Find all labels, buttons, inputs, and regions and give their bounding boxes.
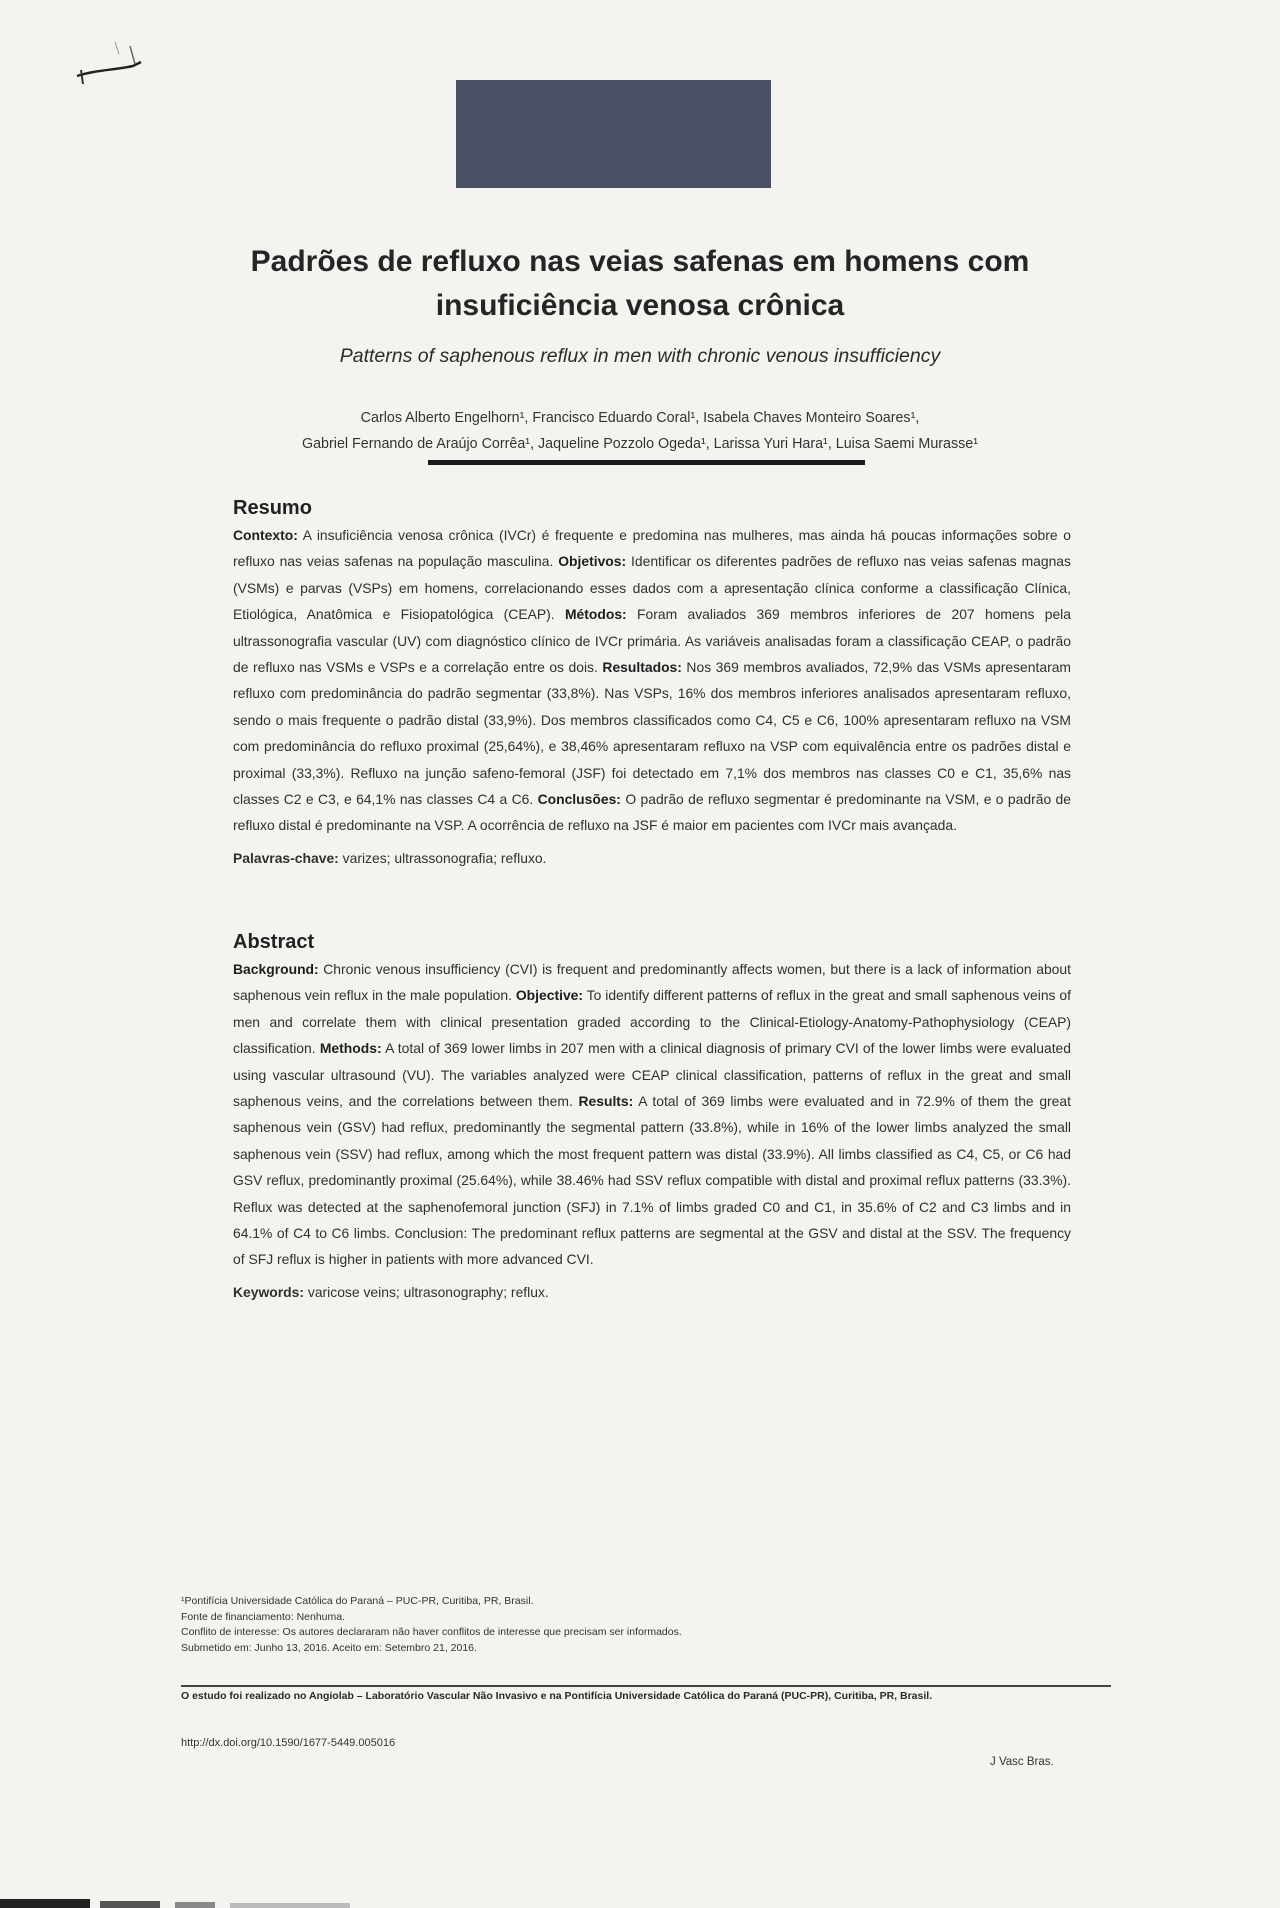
objective-text: To identify different patterns of reflux in the great and small saphenous veins of men and correlate them with clinical presentation graded according to the Clinical-Etiology-Anatomy-Pathophysiology (CEAP) classification. (233, 987, 1071, 1057)
journal-logo-block (456, 80, 771, 188)
objetivos-text: Identificar os diferentes padrões de refluxo nas veias safenas magnas (VSMs) e parvas (VSPs) em homens, correlacionando esses dados com a apresentação clínica conforme a classificação Clínica, Etiológica, Anatômica e Fisiopatológica (CEAP). (233, 553, 1071, 623)
results-label: Results: (578, 1093, 634, 1110)
resumo-body (233, 522, 1071, 839)
contexto-label: Contexto: (233, 527, 298, 543)
contexto-text: A insuficiência venosa crônica (IVCr) é frequente e predomina nas mulheres, mas ainda há poucas informações sobre o refluxo nas veias safenas na população masculina. (233, 527, 1071, 570)
background-label: Background: (233, 961, 319, 977)
study-location-note: O estudo foi realizado no Angiolab – Laboratório Vascular Não Invasivo e na Pontifícia Universidade Católica do Paraná (PUC-PR), Curitiba, PR, Brasil. (181, 1690, 933, 1702)
resultados-text: Nos 369 membros avaliados, 72,9% das VSMs apresentaram refluxo com predominância do padrão segmentar (33,8%). Nas VSPs, 16% dos membros inferiores analisados apresentaram refluxo, sendo o mais frequente o padrão distal (33,9%). Dos membros classificados como C4, C5 e C6, 100% apresentaram refluxo na VSM com predominância do refluxo proximal (25,64%), e 38,46% apresentaram refluxo na VSP com equivalência entre os padrões distal e proximal (33,3%). Refluxo na junção safeno-femoral (JSF) foi detectado em 7,1% dos membros nas classes C0 e C1, 35,6% nas classes C2 e C3, e 64,1% nas classes C4 a C6. (233, 659, 1071, 808)
keywords (233, 1279, 1071, 1305)
funding-note: Fonte de financiamento: Nenhuma. (181, 1610, 346, 1623)
authors-line-1: Carlos Alberto Engelhorn¹, Francisco Eduardo Coral¹, Isabela Chaves Monteiro Soares¹, (360, 410, 920, 426)
conclusoes-text: O padrão de refluxo segmentar é predominante na VSM, e o padrão de refluxo distal é predominante na VSP. A ocorrência de refluxo na JSF é maior em pacientes com IVCr mais avançada. (233, 791, 1071, 834)
footnotes (181, 1594, 1081, 1656)
footer-divider (181, 1685, 1111, 1687)
resumo-section (233, 496, 1071, 871)
methods-text: A total of 369 lower limbs in 207 men with a clinical diagnosis of primary CVI of the lower limbs were evaluated using vascular ultrasound (VU). The variables analyzed were CEAP clinical classification, patterns of reflux in the great and small saphenous veins, and the correlations between them. (233, 1040, 1072, 1110)
metodos-label: Métodos: (564, 606, 627, 623)
background-text: Chronic venous insufficiency (CVI) is frequent and predominantly affects women, but there is a lack of information about saphenous vein reflux in the male population. (233, 961, 1071, 1004)
article-subtitle: Patterns of saphenous reflux in men with chronic venous insufficiency (339, 345, 941, 367)
objetivos-label: Objetivos: (558, 553, 627, 570)
methods-label: Methods: (319, 1040, 382, 1057)
title-divider (428, 460, 865, 465)
resumo-heading: Resumo (233, 497, 312, 519)
article-title: Padrões de refluxo nas veias safenas em homens com insuficiência venosa crônica (250, 245, 1030, 322)
abstract-heading: Abstract (233, 931, 315, 953)
journal-name: J Vasc Bras. (990, 1756, 1054, 1768)
palavras-chave-label: Palavras-chave: (233, 849, 339, 866)
metodos-text: Foram avaliados 369 membros inferiores de 207 homens pela ultrassonografia vascular (UV) com diagnóstico clínico de IVCr primária. As variáveis analisadas foram a classificação CEAP, o padrão de refluxo nas VSMs e VSPs e a correlação entre os dois. (233, 606, 1071, 676)
conclusoes-label: Conclusões: (537, 791, 621, 808)
conflict-note: Conflito de interesse: Os autores declararam não haver conflitos de interesse que precisam ser informados. (181, 1626, 682, 1638)
objective-label: Objective: (515, 987, 584, 1004)
abstract-section (233, 930, 1071, 1305)
results-text: A total of 369 limbs were evaluated and in 72.9% of them the great saphenous vein (GSV) had reflux, predominantly the segmental pattern (33.8%), while in 16% of the lower limbs analyzed the small saphenous vein (SSV) had reflux, among which the most frequent pattern was distal (33.9%). All limbs classified as C4, C5, or C6 had GSV reflux, predominantly proximal (25.64%), while 38.46% had SSV reflux compatible with distal and proximal reflux patterns (33.3%). Reflux was detected at the saphenofemoral junction (SFJ) in 7.1% of limbs graded C0 and C1, in 35.6% of C2 and C3 limbs and in 64.1% of C4 to C6 limbs. Conclusion: The predominant reflux patterns are segmental at the GSV and distal at the SSV. The frequency of SFJ reflux is higher in patients with more advanced CVI. (233, 1093, 1071, 1268)
authors-line-2: Gabriel Fernando de Araújo Corrêa¹, Jaqueline Pozzolo Ogeda¹, Larissa Yuri Hara¹, Luisa Saemi Murasse¹ (301, 436, 978, 452)
scan-edge-artifact (0, 1893, 420, 1908)
pen-mark-scribble (75, 40, 165, 90)
resultados-label: Resultados: (602, 659, 682, 676)
abstract-body (233, 956, 1071, 1273)
doi-link[interactable]: http://dx.doi.org/10.1590/1677-5449.005016 (181, 1737, 396, 1749)
affiliation-note: ¹Pontifícia Universidade Católica do Paraná – PUC-PR, Curitiba, PR, Brasil. (181, 1595, 534, 1607)
keywords-text: varicose veins; ultrasonography; reflux. (304, 1283, 549, 1300)
dates-note: Submetido em: Junho 13, 2016. Aceito em: Setembro 21, 2016. (181, 1641, 477, 1654)
author-list (240, 405, 1040, 457)
palavras-chave-text: varizes; ultrassonografia; refluxo. (338, 849, 547, 866)
keywords-label: Keywords: (233, 1283, 305, 1300)
palavras-chave (233, 845, 1071, 871)
